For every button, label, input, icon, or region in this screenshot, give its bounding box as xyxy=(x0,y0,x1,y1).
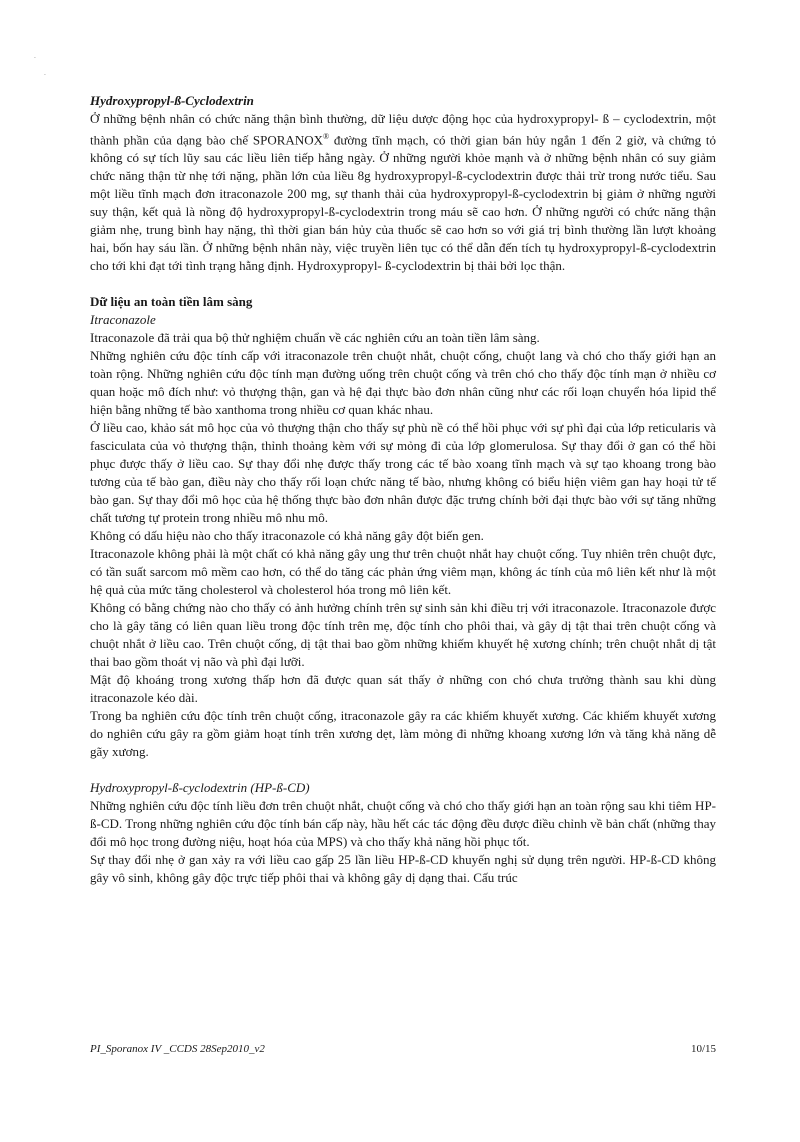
paragraph: Những nghiên cứu độc tính cấp với itraconazole trên chuột nhắt, chuột cống, chuột lang và chó cho thấy giới hạn an toàn rộng. Những nghiên cứu độc tính mạn đường uống trên chuột cống và trên chó cho thấy độc tính mạn ở nhiều cơ quan hoặc mô đích như: vỏ thượng thận, gan và hệ đại thực bào đơn nhân cũng như các rối loạn chuyển hóa lipid thể hiện bằng những tế bào xanthoma trong nhiều cơ quan khác nhau. xyxy=(90,348,716,418)
page-number: 10/15 xyxy=(690,1043,716,1055)
paragraph: Trong ba nghiên cứu độc tính trên chuột cống, itraconazole gây ra các khiếm khuyết xương. Các khiếm khuyết xương do nghiên cứu gây ra gồm giảm hoạt tính trên xương dẹt, làm mỏng đi những khoang xương lớn và tăng khả năng dễ gãy xương. xyxy=(90,708,716,760)
document-page xyxy=(90,92,716,887)
document-id: PI_Sporanox IV _CCDS 28Sep2010_v2 xyxy=(90,1043,265,1055)
registered-mark: ® xyxy=(323,132,330,141)
paragraph: Không có dấu hiệu nào cho thấy itraconazole có khả năng gây đột biến gen. xyxy=(90,528,484,544)
page-footer xyxy=(90,1043,716,1055)
section-heading-preclinical-safety: Dữ liệu an toàn tiền lâm sàng xyxy=(90,294,253,310)
paragraph-text-part1: Ở những bệnh nhân có chức năng thận bình thường, dữ liệu dược động học của hydroxypropyl- ß – cyclodextrin, một thành phần của dạng bào chế SPORANOX xyxy=(90,111,716,148)
paragraph: Sự thay đổi nhẹ ở gan xảy ra với liều cao gấp 25 lần liều HP-ß-CD khuyến nghị sử dụng trên người. HP-ß-CD không gây vô sinh, không gây độc trực tiếp phôi thai và không gây dị dạng thai. Cấu trúc xyxy=(90,852,716,886)
subheading-hp-beta-cd: Hydroxypropyl-ß-cyclodextrin (HP-ß-CD) xyxy=(90,780,310,796)
scan-speck-2: · xyxy=(44,72,46,79)
paragraph: Mật độ khoáng trong xương thấp hơn đã được quan sát thấy ở những con chó chưa trưởng thành sau khi dùng itraconazole kéo dài. xyxy=(90,672,716,706)
paragraph-text-part2: đường tĩnh mạch, có thời gian bán hủy ngắn 1 đến 2 giờ, và chứng tỏ không có sự tích lũy sau các liều liên tiếp hằng ngày. Ở những người khỏe mạnh và ở những bệnh nhân có suy giảm chức năng thận từ nhẹ tới nặng, phần lớn của liều 8g hydroxypropyl-ß-cyclodextrin được thải trừ trong nước tiểu. Sau một liều tĩnh mạch đơn itraconazole 200 mg, sự thanh thải của hydroxypropyl-ß-cyclodextrin bị giảm ở những người suy thận, kết quả là nồng độ hydroxypropyl-ß-cyclodextrin trong máu sẽ cao hơn. Ở những người có chức năng thận giảm nhẹ, trung bình hay nặng, thì thời gian bán hủy của thuốc sẽ cao hơn so với giá trị bình thường lần lượt khoảng hai, bốn hay sáu lần. Ở những bệnh nhân này, việc truyền liên tục có thể dẫn đến tích tụ hydroxypropyl-ß-cyclodextrin cho tới khi đạt tới tình trạng hằng định. Hydroxypropyl- ß-cyclodextrin bị thải bởi lọc thận. xyxy=(90,132,717,274)
paragraph: Itraconazole không phải là một chất có khả năng gây ung thư trên chuột nhắt hay chuột cống. Tuy nhiên trên chuột đực, có tần suất sarcom mô mềm cao hơn, có thể do tăng các phản ứng viêm mạn, không ác tính của mô liên kết như là một hệ quả của mức tăng cholesterol và cholesterol hóa trong mô liên kết. xyxy=(90,546,716,598)
paragraph: Itraconazole đã trải qua bộ thử nghiệm chuẩn về các nghiên cứu an toàn tiền lâm sàng. xyxy=(90,330,540,346)
paragraph: Không có bằng chứng nào cho thấy có ảnh hưởng chính trên sự sinh sản khi điều trị với itraconazole. Itraconazole được cho là gây tăng có liên quan liều trong độc tính trên mẹ, độc tính cho phôi thai, và gây dị tật thai trên chuột cống và chuột nhắt ở liều cao. Trên chuột cống, dị tật thai bao gồm những khiếm khuyết hệ xương chính; trên chuột nhắt dị tật thai bao gồm thoát vị não và phì đại lưỡi. xyxy=(90,600,716,670)
section-heading-hp-beta-cyclodextrin: Hydroxypropyl-ß-Cyclodextrin xyxy=(90,93,254,108)
paragraph: Ở liều cao, khảo sát mô học của vỏ thượng thận cho thấy sự phù nề có thể hồi phục với sự phì đại của lớp reticularis và fasciculata của vỏ thượng thận, thỉnh thoảng kèm với sự mỏng đi của lớp glomerulosa. Sự thay đổi ở gan có thể hồi phục được thấy ở liều cao. Sự thay đổi nhẹ được thấy trong các tế bào xoang tĩnh mạch và sự tạo khoang trong bào tương của tế bào gan, điều này cho thấy rối loạn chức năng tế bào, nhưng không có biểu hiện viêm gan hay hoại tử tế bào gan. Sự thay đổi mô học của hệ thống thực bào đơn nhân được đặc trưng chính bởi đại thực bào với sự tăng những chất tương tự protein trong nhiều mô nhu mô. xyxy=(90,420,716,526)
paragraph: Những nghiên cứu độc tính liều đơn trên chuột nhắt, chuột cống và chó cho thấy giới hạn an toàn rộng sau khi tiêm HP-ß-CD. Trong những nghiên cứu độc tính bán cấp này, hầu hết các tác động đều được điều chỉnh về bản chất (những thay đổi mô học trong đường niệu, hoạt hóa của MPS) và cho thấy khả năng hồi phục tốt. xyxy=(90,798,716,850)
hp-beta-cd-paragraph xyxy=(90,110,716,275)
scan-speck-1: · xyxy=(34,55,36,62)
subheading-itraconazole: Itraconazole xyxy=(90,312,156,328)
